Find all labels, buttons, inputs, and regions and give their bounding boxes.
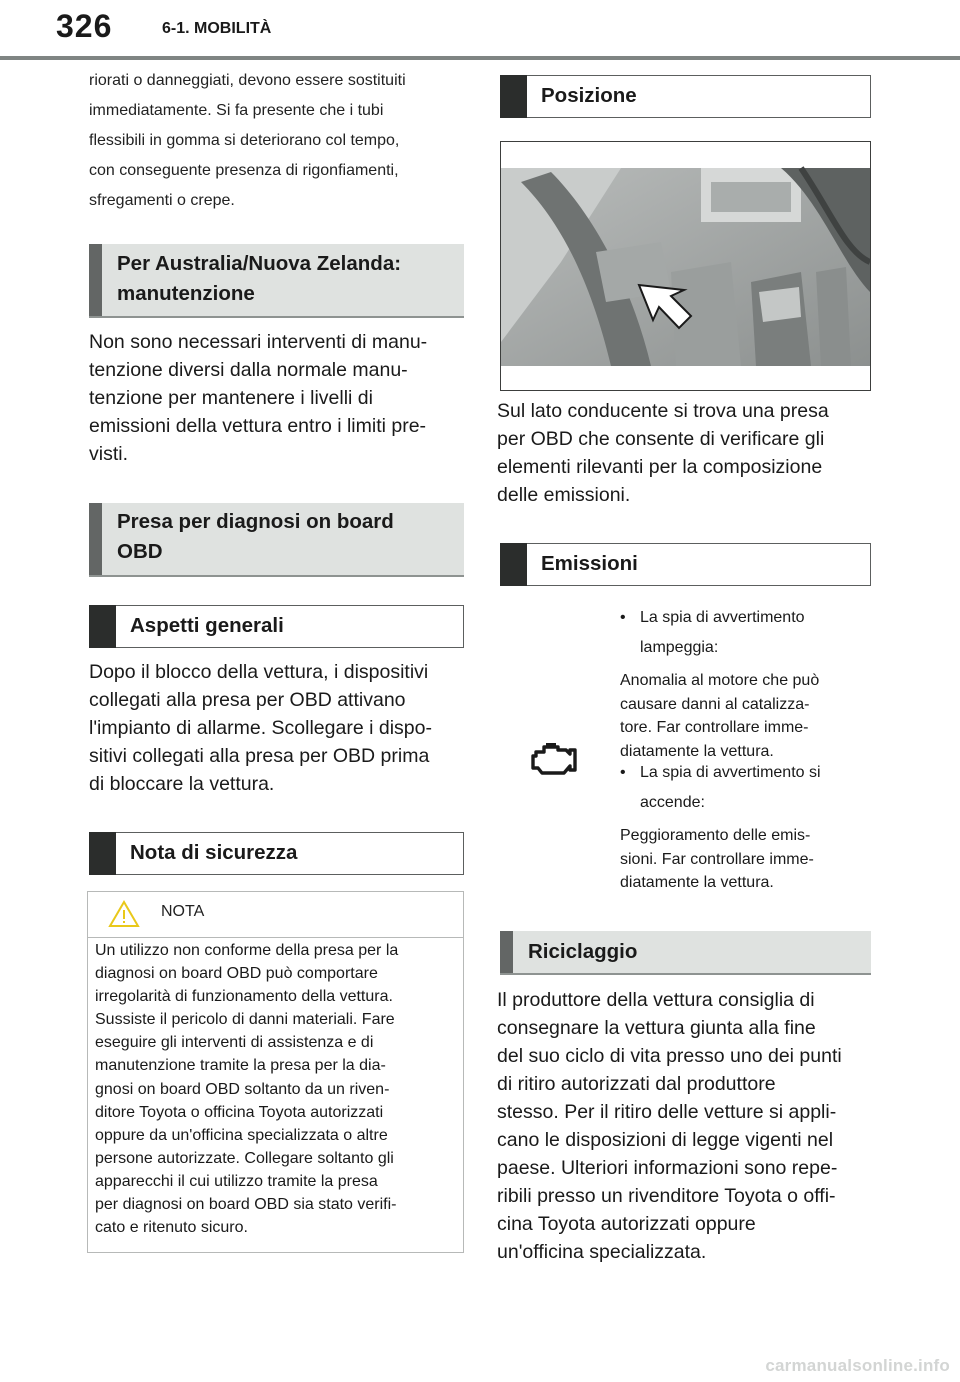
heading-safety: Nota di sicurezza bbox=[89, 832, 464, 875]
text-line: oppure da un'officina specializzata o altre bbox=[95, 1126, 388, 1144]
text-line: del suo ciclo di vita presso uno dei punti bbox=[497, 1045, 842, 1067]
general-paragraph bbox=[89, 658, 469, 798]
header-rule bbox=[0, 56, 960, 60]
heading-bar bbox=[89, 832, 116, 875]
page-number: 326 bbox=[56, 8, 113, 44]
text-line: cano le disposizioni di legge vigenti nel bbox=[497, 1129, 834, 1151]
text-line: gnosi on board OBD soltanto da un riven- bbox=[95, 1080, 390, 1098]
heading-bar bbox=[89, 503, 102, 575]
note-text bbox=[95, 939, 455, 1239]
text-line: Sussiste il pericolo di danni materiali. Fare bbox=[95, 1011, 395, 1029]
text-line: manutenzione tramite la presa per la dia- bbox=[95, 1057, 386, 1075]
text-line: lampeggia: bbox=[640, 639, 719, 656]
text-line: per diagnosi on board OBD sia stato verifi- bbox=[95, 1196, 397, 1214]
text-line: ditore Toyota o officina Toyota autorizzati bbox=[95, 1103, 384, 1121]
emission-entry-flashing bbox=[620, 603, 870, 763]
text-line: Dopo il blocco della vettura, i dispositivi bbox=[89, 661, 429, 683]
text-line: un'officina specializzata. bbox=[497, 1241, 707, 1263]
bullet-dot: • bbox=[620, 764, 626, 781]
obd-location-photo bbox=[500, 141, 871, 391]
text-line: apparecchi il cui utilizzo tramite la presa bbox=[95, 1172, 378, 1190]
text-line: causare danni al catalizza- bbox=[620, 695, 810, 713]
note-divider bbox=[88, 937, 463, 938]
text-line: persone autorizzate. Collegare soltanto gli bbox=[95, 1149, 394, 1167]
text-line: diatamente la vettura. bbox=[620, 742, 774, 760]
heading-bar bbox=[500, 931, 513, 973]
text-line: cina Toyota autorizzati oppure bbox=[497, 1213, 756, 1235]
section-title: 6-1. MOBILITÀ bbox=[162, 20, 272, 37]
text-line: l'impianto di allarme. Scollegare i dispo- bbox=[89, 717, 432, 739]
text-line: Un utilizzo non conforme della presa per la bbox=[95, 942, 399, 959]
car-interior-illustration bbox=[501, 142, 870, 390]
note-label: NOTA bbox=[161, 903, 205, 920]
text-line: irregolarità di funzionamento della vettura. bbox=[95, 988, 393, 1006]
text-line: Sul lato conducente si trova una presa bbox=[497, 400, 829, 422]
heading-bar bbox=[500, 75, 527, 118]
heading-recycling: Riciclaggio bbox=[500, 931, 871, 975]
heading-emissions: Emissioni bbox=[500, 543, 871, 586]
text-line: diagnosi on board OBD può comportare bbox=[95, 965, 378, 983]
text-line: paese. Ulteriori informazioni sono repe- bbox=[497, 1157, 838, 1179]
recycling-paragraph bbox=[497, 986, 882, 1266]
text-line: consegnare la vettura giunta alla fine bbox=[497, 1017, 816, 1039]
heading-line: Per Australia/Nuova Zelanda: bbox=[117, 252, 402, 275]
text-line: Peggioramento delle emis- bbox=[620, 827, 811, 844]
text-line: cato e ritenuto sicuro. bbox=[95, 1219, 248, 1237]
text-line: La spia di avvertimento bbox=[640, 609, 805, 626]
text-line: La spia di avvertimento si bbox=[640, 764, 821, 781]
text-line: diatamente la vettura. bbox=[620, 874, 774, 891]
heading-australia bbox=[89, 244, 464, 318]
text-line: Anomalia al motore che può bbox=[620, 672, 820, 689]
text-line: Il produttore della vettura consiglia di bbox=[497, 989, 815, 1011]
text-line: di bloccare la vettura. bbox=[89, 773, 275, 795]
text-line: sfregamenti o crepe. bbox=[89, 192, 235, 209]
heading-position: Posizione bbox=[500, 75, 871, 118]
footer-watermark: carmanualsonline.info bbox=[765, 1356, 950, 1375]
text-line: per OBD che consente di verificare gli bbox=[497, 428, 825, 450]
text-line: con conseguente presenza di rigonfiamenti, bbox=[89, 162, 399, 179]
heading-bar bbox=[89, 605, 116, 648]
text-line: tenzione diversi dalla normale manu- bbox=[89, 359, 408, 381]
intro-paragraph bbox=[89, 66, 469, 216]
text-line: sitivi collegati alla presa per OBD prima bbox=[89, 745, 430, 767]
text-line: riorati o danneggiati, devono essere sostituiti bbox=[89, 72, 406, 89]
warning-triangle-icon bbox=[108, 900, 140, 928]
text-line: ribili presso un rivenditore Toyota o offi- bbox=[497, 1185, 836, 1207]
heading-obd bbox=[89, 503, 464, 577]
text-line: delle emissioni. bbox=[497, 484, 631, 506]
text-line: collegati alla presa per OBD attivano bbox=[89, 689, 406, 711]
heading-line: manutenzione bbox=[117, 282, 255, 305]
text-line: sioni. Far controllare imme- bbox=[620, 850, 814, 868]
australia-paragraph bbox=[89, 328, 469, 468]
heading-general: Aspetti generali bbox=[89, 605, 464, 648]
heading-line: Presa per diagnosi on board bbox=[117, 510, 394, 533]
bullet-dot: • bbox=[620, 609, 626, 626]
heading-bar bbox=[500, 543, 527, 586]
text-line: tenzione per mantenere i livelli di bbox=[89, 387, 373, 409]
heading-bar bbox=[89, 244, 102, 316]
text-line: immediatamente. Si fa presente che i tubi bbox=[89, 102, 384, 119]
text-line: emissioni della vettura entro i limiti pre- bbox=[89, 415, 427, 437]
note-box bbox=[87, 891, 464, 1253]
text-line: tore. Far controllare imme- bbox=[620, 719, 809, 736]
position-paragraph bbox=[497, 397, 877, 509]
text-line: accende: bbox=[640, 794, 705, 811]
text-line: stesso. Per il ritiro delle vetture si appli- bbox=[497, 1101, 837, 1123]
text-line: Non sono necessari interventi di manu- bbox=[89, 331, 428, 353]
emission-entry-lit bbox=[620, 758, 870, 895]
text-line: di ritiro autorizzati dal produttore bbox=[497, 1073, 776, 1095]
text-line: elementi rilevanti per la composizione bbox=[497, 456, 823, 478]
heading-line: OBD bbox=[117, 540, 163, 563]
engine-warning-icon bbox=[530, 742, 578, 778]
text-line: visti. bbox=[89, 443, 128, 465]
text-line: eseguire gli interventi di assistenza e di bbox=[95, 1034, 374, 1052]
text-line: flessibili in gomma si deteriorano col tempo, bbox=[89, 132, 400, 149]
